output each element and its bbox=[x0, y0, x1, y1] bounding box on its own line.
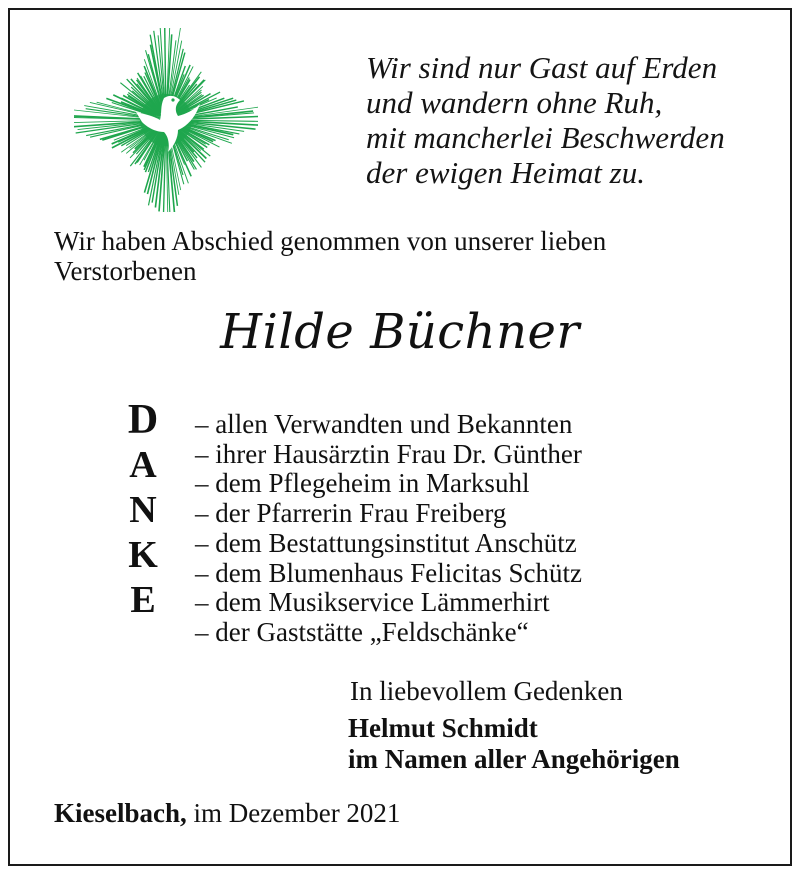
danke-letter: E bbox=[130, 579, 156, 621]
place-date bbox=[54, 798, 400, 828]
danke-letter: N bbox=[129, 489, 157, 531]
danke-letter: K bbox=[128, 534, 158, 576]
signatory-name: Helmut Schmidt bbox=[348, 713, 538, 743]
danke-letter: D bbox=[127, 397, 159, 443]
thanks-item: – dem Musikservice Lämmerhirt bbox=[195, 587, 550, 618]
dove-with-rays-icon bbox=[74, 28, 258, 212]
poem-line: und wandern ohne Ruh, bbox=[366, 85, 663, 120]
thanks-item: – der Gaststätte „Feldschänke“ bbox=[195, 616, 529, 647]
thanks-item: – der Pfarrerin Frau Freiberg bbox=[195, 498, 507, 529]
signatory-note: im Namen aller Angehörigen bbox=[348, 744, 680, 774]
poem-line: mit mancherlei Beschwerden bbox=[366, 120, 725, 155]
place-town: Kieselbach, bbox=[54, 798, 187, 828]
thanks-item: – dem Bestattungsinstitut Anschütz bbox=[195, 527, 577, 558]
thanks-item: – ihrer Hausärztin Frau Dr. Günther bbox=[195, 438, 582, 469]
place-date-text: im Dezember 2021 bbox=[193, 798, 401, 828]
danke-word bbox=[120, 398, 166, 623]
poem-line: Wir sind nur Gast auf Erden bbox=[366, 50, 718, 85]
thanks-item: – dem Pflegeheim in Marksuhl bbox=[195, 468, 530, 499]
deceased-name: Hilde Büchner bbox=[220, 304, 580, 360]
intro-text: Wir haben Abschied genommen von unserer lieben Verstorbenen bbox=[54, 226, 607, 286]
thanks-item: – allen Verwandten und Bekannten bbox=[195, 409, 573, 439]
poem bbox=[366, 50, 725, 190]
signature-block bbox=[348, 713, 680, 775]
danke-letter: A bbox=[129, 444, 157, 486]
thanks-item: – dem Blumenhaus Felicitas Schütz bbox=[195, 557, 582, 588]
poem-line: der ewigen Heimat zu. bbox=[366, 155, 645, 190]
thanks-list bbox=[195, 410, 582, 648]
memory-line: In liebevollem Gedenken bbox=[350, 676, 623, 706]
